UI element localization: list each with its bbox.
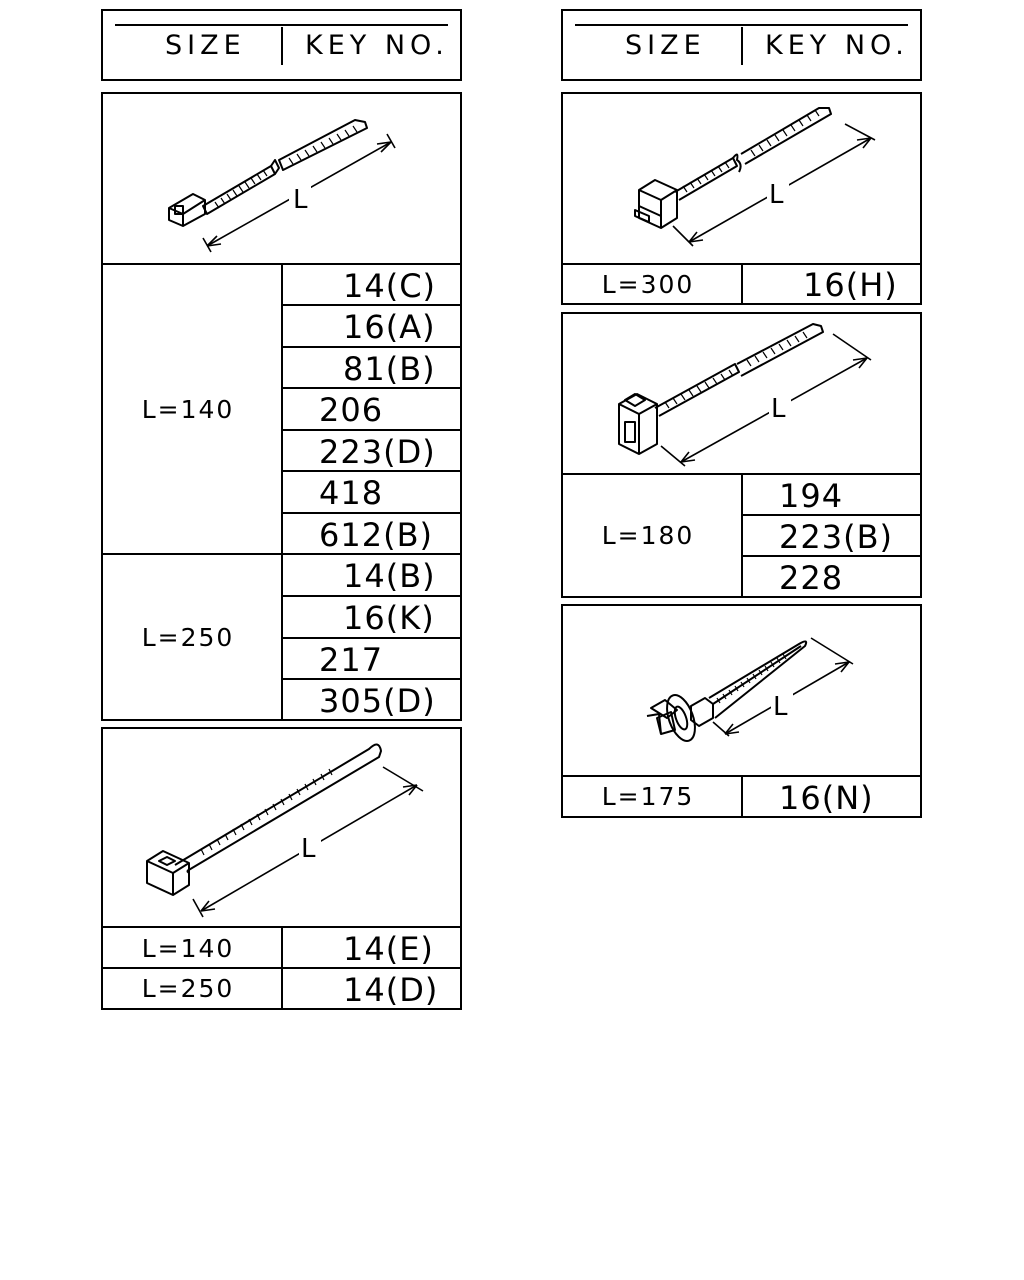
size-cell: L=175 xyxy=(601,782,695,811)
tie-d-length-label: L xyxy=(771,394,786,424)
key-cell: 16(N) xyxy=(779,779,874,817)
tie-b-length-label: L xyxy=(301,834,316,864)
key-cell: 81(B) xyxy=(343,350,436,388)
key-no-column-header: KEY NO. xyxy=(765,30,909,61)
size-cell: L=140 xyxy=(141,933,235,963)
key-cell: 194 xyxy=(779,477,844,515)
key-cell: 217 xyxy=(319,641,384,679)
tie-e-panel xyxy=(561,604,922,818)
size-cell: L=180 xyxy=(601,521,695,550)
tie-e-length-label: L xyxy=(773,692,788,722)
size-cell: L=300 xyxy=(601,269,695,299)
key-cell: 228 xyxy=(779,559,844,597)
key-cell: 14(D) xyxy=(343,971,439,1009)
tie-d-panel xyxy=(561,312,922,598)
tie-c-panel xyxy=(561,92,922,305)
header-right xyxy=(561,9,922,81)
size-column-header: SIZE xyxy=(165,30,246,61)
key-cell: 206 xyxy=(319,391,384,429)
tie-c-drawing xyxy=(563,94,920,264)
header-left xyxy=(101,9,462,81)
header-rule xyxy=(115,24,448,26)
tie-d-drawing xyxy=(563,314,920,474)
key-cell: 418 xyxy=(319,474,384,512)
key-cell: 16(K) xyxy=(343,599,435,637)
key-cell: 14(C) xyxy=(343,267,437,305)
tie-e-drawing xyxy=(563,606,920,776)
size-column-header: SIZE xyxy=(625,30,706,61)
key-cell: 16(A) xyxy=(343,308,436,346)
tie-b-panel xyxy=(101,727,462,1010)
key-cell: 14(B) xyxy=(343,557,436,595)
size-cell: L=250 xyxy=(141,622,235,652)
header-divider xyxy=(741,27,743,65)
key-cell: 14(E) xyxy=(343,930,434,968)
tie-c-length-label: L xyxy=(769,180,784,210)
header-rule xyxy=(575,24,908,26)
key-cell: 305(D) xyxy=(319,682,436,720)
key-cell: 16(H) xyxy=(803,266,898,304)
key-cell: 612(B) xyxy=(319,516,433,554)
header-divider xyxy=(281,27,283,65)
tie-b-drawing xyxy=(103,729,460,927)
key-cell: 223(D) xyxy=(319,433,436,471)
key-cell: 223(B) xyxy=(779,518,893,556)
tie-a-drawing xyxy=(103,94,460,264)
key-no-column-header: KEY NO. xyxy=(305,30,449,61)
tie-a-teeth xyxy=(215,126,357,208)
tie-a-panel xyxy=(101,92,462,721)
tie-a-length-label: L xyxy=(293,185,308,215)
size-cell: L=140 xyxy=(141,395,235,424)
size-cell: L=250 xyxy=(141,974,235,1003)
tie-d-dimension-line xyxy=(661,334,871,466)
